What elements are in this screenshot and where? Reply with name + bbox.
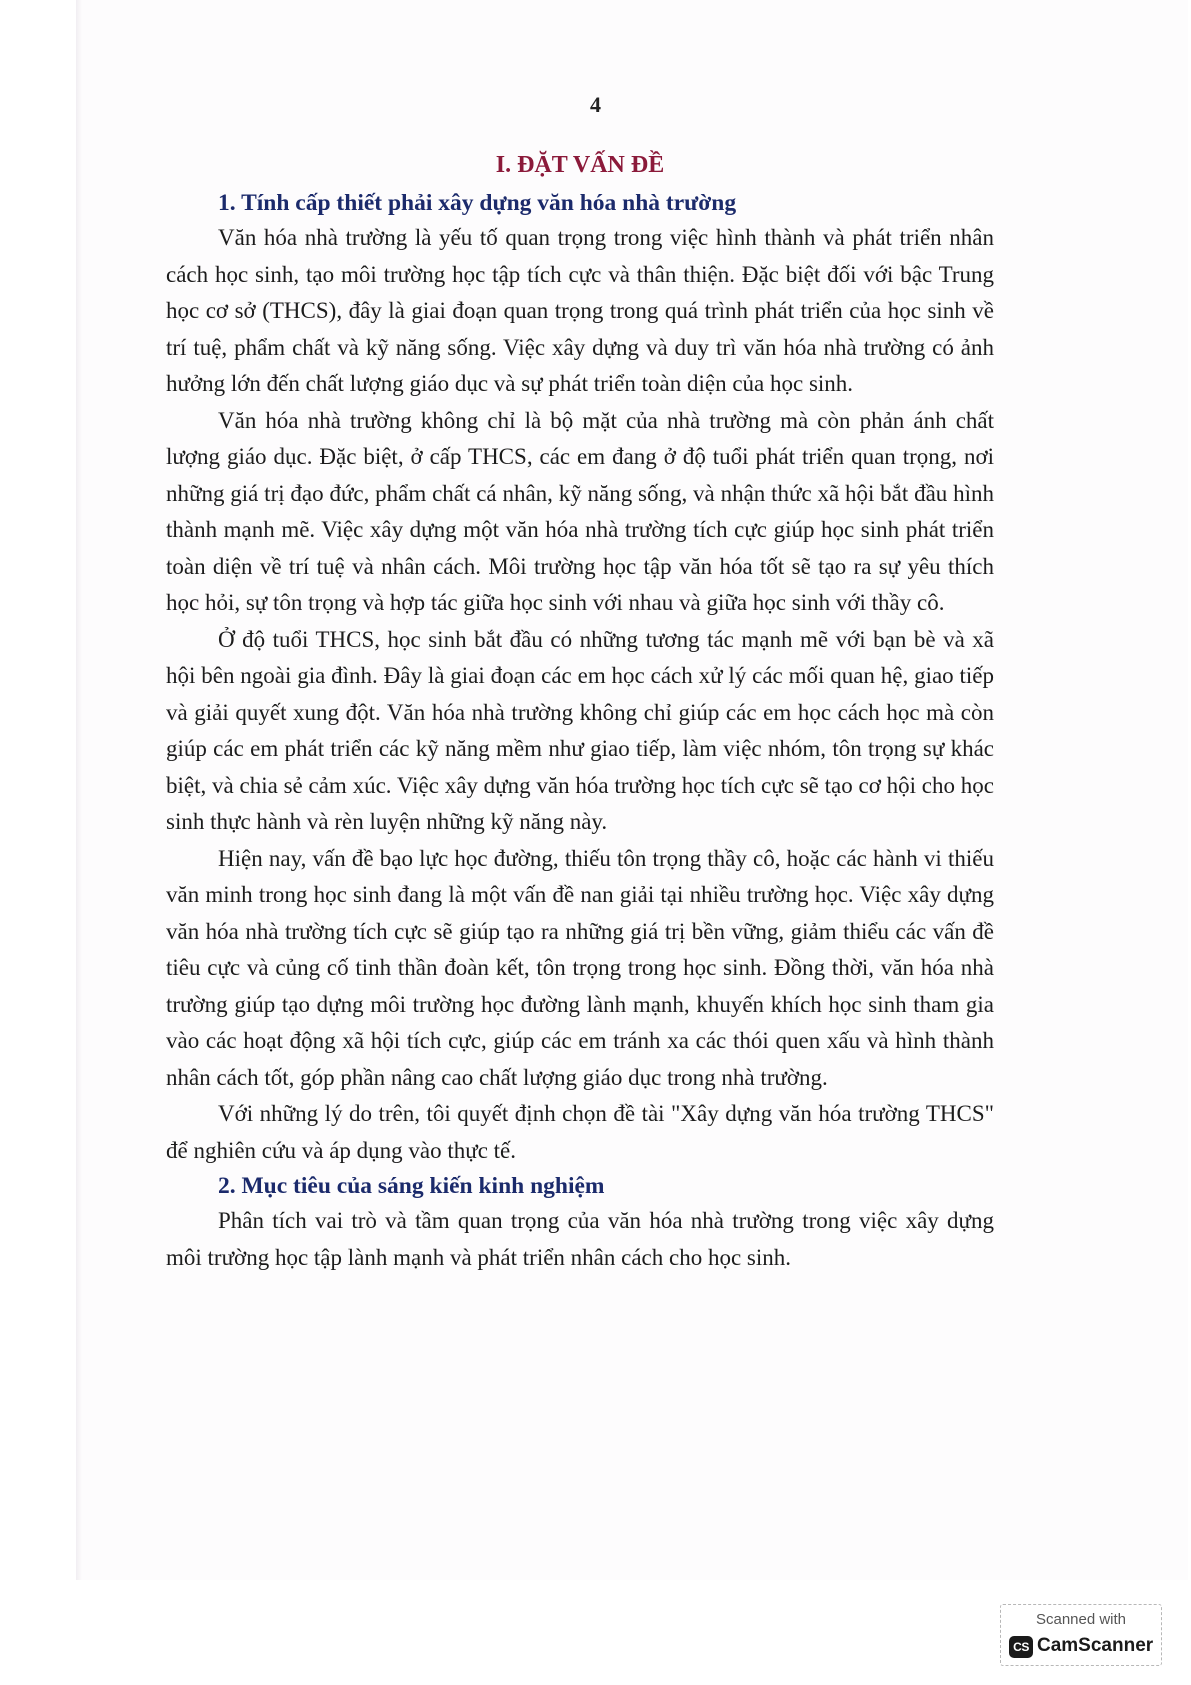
paragraph: Văn hóa nhà trường là yếu tố quan trọng trong việc hình thành và phát triển nhân cách học sinh, tạo môi trường học tập tích cực và thân thiện. Đặc biệt đối với bậc Trung học cơ sở (THCS), đây là giai đoạn quan trọng trong quá trình phát triển của học sinh về trí tuệ, phẩm chất và kỹ năng sống. Việc xây dựng và duy trì văn hóa nhà trường có ảnh hưởng lớn đến chất lượng giáo dục và sự phát triển toàn diện của học sinh. bbox=[166, 225, 994, 396]
heading-objectives: 2. Mục tiêu của sáng kiến kinh nghiệm bbox=[218, 1173, 605, 1199]
camscanner-logo-icon: CS bbox=[1009, 1636, 1033, 1658]
watermark-brand: CamScanner bbox=[1037, 1635, 1154, 1656]
camscanner-watermark bbox=[1000, 1604, 1162, 1666]
page-number: 4 bbox=[590, 92, 601, 117]
paragraph: Với những lý do trên, tôi quyết định chọn đề tài "Xây dựng văn hóa trường THCS" để nghiên cứu và áp dụng vào thực tế. bbox=[166, 1101, 994, 1163]
section-title: I. ĐẶT VẤN ĐỀ bbox=[495, 152, 665, 178]
paragraph: Văn hóa nhà trường không chỉ là bộ mặt của nhà trường mà còn phản ánh chất lượng giáo dục. Đặc biệt, ở cấp THCS, các em đang ở độ tuổi phát triển quan trọng, nơi những giá trị đạo đức, phẩm chất cá nhân, kỹ năng sống, và nhận thức xã hội bắt đầu hình thành mạnh mẽ. Việc xây dựng một văn hóa nhà trường tích cực giúp học sinh phát triển toàn diện về trí tuệ và nhân cách. Môi trường học tập văn hóa tốt sẽ tạo ra sự yêu thích học hỏi, sự tôn trọng và hợp tác giữa học sinh với nhau và giữa học sinh với thầy cô. bbox=[166, 407, 994, 615]
paragraph: Ở độ tuổi THCS, học sinh bắt đầu có những tương tác mạnh mẽ với bạn bè và xã hội bên ngoài gia đình. Đây là giai đoạn các em học cách xử lý các mối quan hệ, giao tiếp và giải quyết xung đột. Văn hóa nhà trường không chỉ giúp các em học cách học mà còn giúp các em phát triển các kỹ năng mềm như giao tiếp, làm việc nhóm, tôn trọng sự khác biệt, và chia sẻ cảm xúc. Việc xây dựng văn hóa trường học tích cực sẽ tạo cơ hội cho học sinh thực hành và rèn luyện những kỹ năng này. bbox=[166, 626, 994, 834]
paragraph: Hiện nay, vấn đề bạo lực học đường, thiếu tôn trọng thầy cô, hoặc các hành vi thiếu văn minh trong học sinh đang là một vấn đề nan giải tại nhiều trường học. Việc xây dựng văn hóa nhà trường tích cực sẽ giúp tạo ra những giá trị bền vững, giảm thiểu các vấn đề tiêu cực và củng cố tinh thần đoàn kết, tôn trọng trong học sinh. Đồng thời, văn hóa nhà trường giúp tạo dựng môi trường học đường lành mạnh, khuyến khích học sinh tham gia vào các hoạt động xã hội tích cực, giúp các em tránh xa các thói quen xấu và hình thành nhân cách tốt, góp phần nâng cao chất lượng giáo dục trong nhà trường. bbox=[166, 845, 994, 1090]
watermark-top-text: Scanned with bbox=[1035, 1611, 1127, 1628]
page-edge-shadow bbox=[76, 0, 82, 1580]
heading-urgency: 1. Tính cấp thiết phải xây dựng văn hóa nhà trường bbox=[218, 190, 737, 216]
document-body bbox=[166, 148, 994, 1276]
paragraph: Phân tích vai trò và tầm quan trọng của văn hóa nhà trường trong việc xây dựng môi trường học tập lành mạnh và phát triển nhân cách cho học sinh. bbox=[166, 1208, 994, 1270]
